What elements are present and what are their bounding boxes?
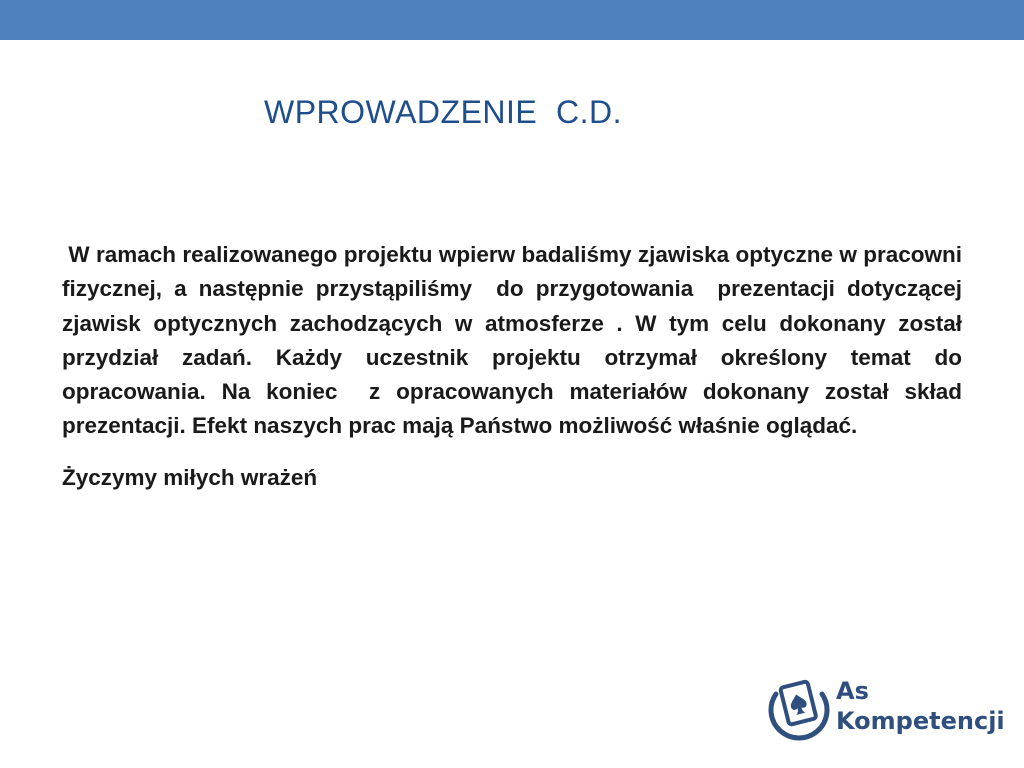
logo-text: [836, 676, 1005, 736]
logo-text-kompetencji: Kompetencji: [836, 707, 1005, 735]
slide-body: [62, 238, 969, 494]
closing-line: Życzymy miłych wrażeń: [62, 464, 318, 490]
as-kompetencji-logo: [768, 670, 1005, 748]
logo-text-as: As: [836, 677, 869, 705]
intro-paragraph: W ramach realizowanego projektu wpierw badaliśmy zjawiska optyczne w pracowni fizycznej, a następnie przystąpiliśmy do przygotowania prezentacji dotyczącej zjawisk optycznych zachodzących w atmosferze . W tym celu dokonany został przydział zadań. Każdy uczestnik projektu otrzymał określony temat do opracowania. Na koniec z opracowanych materiałów dokonany został skład prezentacji. Efekt naszych prac mają Państwo możliwość właśnie oglądać.: [62, 242, 969, 439]
top-accent-bar: [0, 0, 1024, 40]
slide-title: WPROWADZENIE C.D.: [264, 94, 623, 130]
spade-card-icon: [768, 672, 830, 742]
